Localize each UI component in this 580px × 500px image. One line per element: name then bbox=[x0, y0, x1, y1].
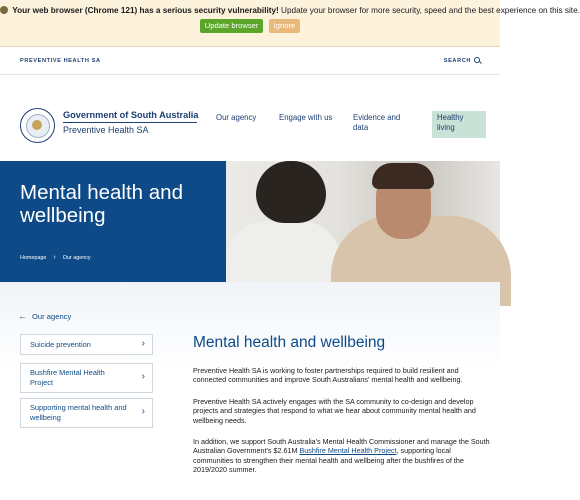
banner-message bbox=[0, 4, 580, 17]
sidebar-item-label: Bushfire Mental Health Project bbox=[30, 368, 105, 387]
org-divider bbox=[63, 122, 197, 123]
support-paragraph bbox=[193, 437, 493, 475]
sidebar-item-label: Supporting mental health and wellbeing bbox=[30, 403, 127, 422]
hero-image bbox=[226, 161, 500, 282]
support-text-after: , supporting local communities to strengthen their mental health and wellbeing after the bushfires of the 2019/2020 summer. bbox=[193, 446, 464, 475]
breadcrumb bbox=[20, 254, 91, 261]
intro-paragraph: Preventive Health SA is working to foster partnerships required to build resilient and connected communities and improve South Australians' mental health and wellbeing. bbox=[193, 366, 463, 385]
sidebar-item-suicide-prevention[interactable] bbox=[20, 334, 153, 355]
chevron-right-icon: › bbox=[141, 337, 145, 349]
chevron-right-icon: › bbox=[141, 406, 145, 417]
banner-bold-text: Your web browser (Chrome 121) has a serious security vulnerability! bbox=[12, 6, 279, 15]
org-name[interactable]: Government of South Australia bbox=[63, 110, 199, 120]
hero-title: Mental health and wellbeing bbox=[20, 181, 183, 227]
warning-icon bbox=[0, 6, 8, 14]
arrow-left-icon: ← bbox=[18, 311, 27, 321]
ignore-button[interactable]: Ignore bbox=[269, 19, 301, 33]
nav-healthy-living[interactable]: Healthy living bbox=[432, 111, 486, 138]
sidebar-item-label: Suicide prevention bbox=[30, 340, 91, 349]
search-icon bbox=[474, 57, 480, 63]
browser-update-banner bbox=[0, 0, 580, 47]
site-brand-link[interactable]: PREVENTIVE HEALTH SA bbox=[20, 58, 101, 64]
engagement-paragraph: Preventive Health SA actively engages with the SA community to co-design and develop projects and strategies that respond to what we hear about community mental health and wellbeing needs. bbox=[193, 397, 476, 425]
update-browser-button[interactable]: Update browser bbox=[200, 19, 264, 33]
main-content bbox=[0, 282, 500, 500]
top-bar bbox=[0, 48, 500, 75]
support-text-before: In addition, we support South Australia's Mental Health Commissioner and manage the South Australian Government's $2.61M bbox=[193, 437, 490, 456]
nav-our-agency[interactable]: Our agency bbox=[216, 113, 257, 122]
sidebar-item-bushfire-mental-health-project[interactable] bbox=[20, 363, 153, 393]
banner-text: Update your browser for more security, speed and the best experience on this site. bbox=[281, 6, 580, 15]
org-subtitle[interactable]: Preventive Health SA bbox=[63, 125, 149, 135]
breadcrumb-our-agency[interactable]: Our agency bbox=[62, 255, 91, 261]
back-link-label: Our agency bbox=[32, 312, 72, 321]
hero-image-head-left bbox=[256, 161, 326, 223]
breadcrumb-homepage[interactable]: Homepage bbox=[20, 255, 47, 261]
chevron-right-icon: › bbox=[141, 371, 145, 382]
page-title: Mental health and wellbeing bbox=[193, 334, 386, 351]
hero-banner bbox=[0, 161, 500, 282]
site-header bbox=[0, 76, 500, 161]
search-button[interactable] bbox=[444, 57, 480, 64]
hero-image-hair-right bbox=[372, 163, 434, 189]
search-label: SEARCH bbox=[443, 58, 471, 64]
nav-evidence-and-data[interactable]: Evidence and data bbox=[353, 113, 401, 132]
chevron-right-icon: › bbox=[53, 254, 56, 261]
sidebar-item-supporting-mental-health[interactable] bbox=[20, 398, 153, 428]
sa-government-crest[interactable] bbox=[20, 108, 55, 143]
nav-engage-with-us[interactable]: Engage with us bbox=[279, 113, 333, 122]
bushfire-project-link[interactable]: Bushfire Mental Health Project bbox=[299, 446, 397, 456]
banner-buttons bbox=[0, 19, 500, 33]
back-to-our-agency-link[interactable] bbox=[18, 311, 71, 321]
hero-panel bbox=[0, 161, 226, 282]
